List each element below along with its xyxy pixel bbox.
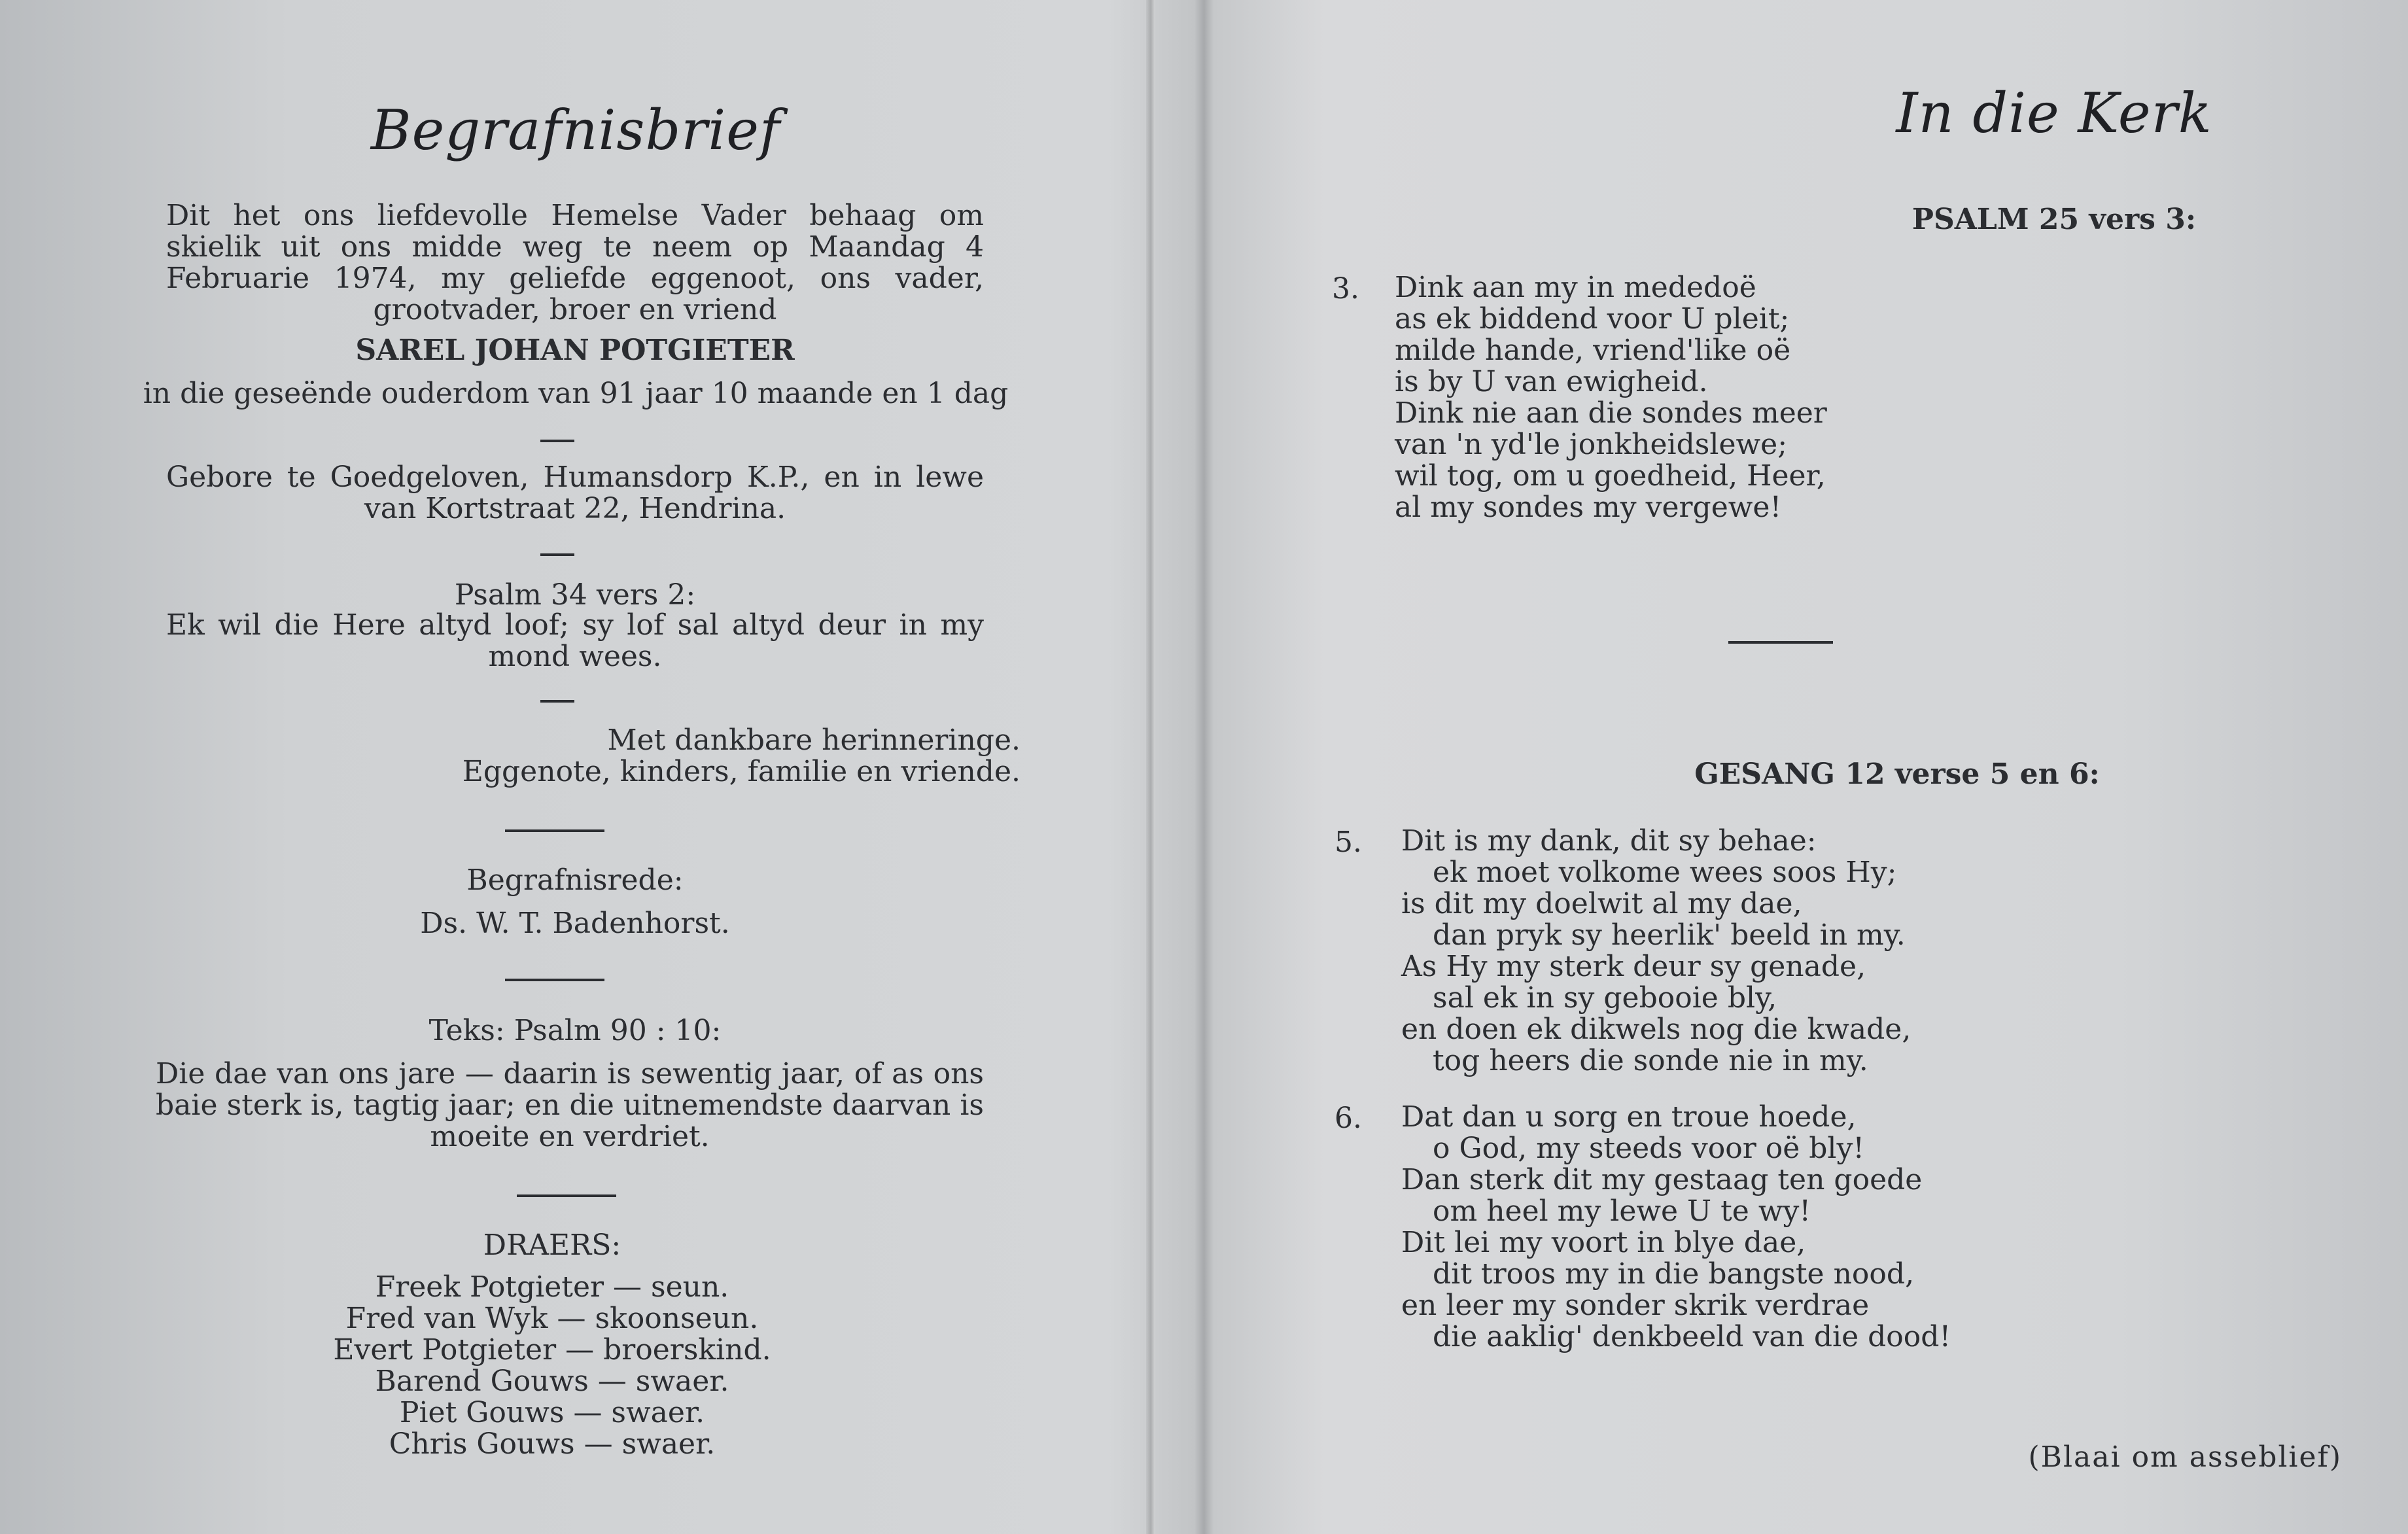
verse-line: Dat dan u sorg en troue hoede, xyxy=(1401,1100,1857,1134)
verse-line: sal ek in sy gebooie bly, xyxy=(1433,981,1777,1015)
verse-line: As Hy my sterk deur sy genade, xyxy=(1401,950,1866,983)
verse-line: tog heers die sonde nie in my. xyxy=(1433,1044,1868,1077)
hymn-12-title: GESANG 12 verse 5 en 6: xyxy=(1694,758,2100,791)
hymn-verse-5-number: 5. xyxy=(1335,826,1362,859)
speech-label: Begrafnisrede: xyxy=(466,863,684,897)
verse-line: o God, my steeds voor oë bly! xyxy=(1433,1132,1865,1165)
age-line: in die geseënde ouderdom van 91 jaar 10 maande en 1 dag xyxy=(143,377,1009,410)
divider-6 xyxy=(517,1194,616,1197)
left-page xyxy=(0,0,1151,1534)
verse-line: dit troos my in die bangste nood, xyxy=(1433,1257,1915,1291)
divider-right xyxy=(1728,641,1833,644)
bearers-list xyxy=(166,1272,938,1460)
hymn-verse-6-number: 6. xyxy=(1335,1102,1362,1135)
psalm-25-title: PSALM 25 vers 3: xyxy=(1911,203,2197,236)
verse-line: Dit lei my voort in blye dae, xyxy=(1401,1226,1806,1259)
verse-line: Dan sterk dit my gestaag ten goede xyxy=(1401,1163,1923,1196)
verse-line: milde hande, vriend'like oë xyxy=(1395,334,1791,367)
thanks-line-1: Met dankbare herinneringe. xyxy=(607,723,1021,757)
bearer-item: Piet Gouws — swaer. xyxy=(399,1396,705,1429)
speech-minister: Ds. W. T. Badenhorst. xyxy=(420,907,730,940)
turn-over-note: (Blaai om asseblief) xyxy=(2028,1440,2342,1474)
bearer-item: Freek Potgieter — seun. xyxy=(375,1270,729,1304)
bearers-title: DRAERS: xyxy=(483,1229,621,1262)
verse-line: Dink nie aan die sondes meer xyxy=(1395,396,1827,430)
left-title: Begrafnisbrief xyxy=(370,98,781,162)
deceased-name: SAREL JOHAN POTGIETER xyxy=(355,334,795,367)
psalm-25-verse xyxy=(1395,272,1827,523)
verse-line: al my sondes my vergewe! xyxy=(1395,491,1782,524)
bearer-item: Chris Gouws — swaer. xyxy=(389,1427,716,1461)
bearer-item: Evert Potgieter — broerskind. xyxy=(333,1333,771,1367)
divider-4 xyxy=(505,829,604,832)
bearer-item: Fred van Wyk — skoonseun. xyxy=(345,1302,759,1335)
verse-line: van 'n yd'le jonkheidslewe; xyxy=(1395,428,1788,461)
psalm-verse-number: 3. xyxy=(1332,272,1359,305)
psalm-text: Ek wil die Here altyd loof; sy lof sal altyd deur in my mond wees. xyxy=(166,608,984,673)
verse-line: om heel my lewe U te wy! xyxy=(1433,1194,1811,1228)
verse-line: en leer my sonder skrik verdrae xyxy=(1401,1289,1870,1322)
divider-3 xyxy=(540,700,574,703)
verse-line: Dit is my dank, dit sy behae: xyxy=(1401,824,1817,858)
verse-line: die aaklig' denkbeeld van die dood! xyxy=(1433,1320,1951,1353)
verse-line: wil tog, om u goedheid, Heer, xyxy=(1395,459,1826,493)
birth-residence: Gebore te Goedgeloven, Humansdorp K.P., en in lewe van Kortstraat 22, Hendrina. xyxy=(166,461,984,525)
sermon-text-body: Die dae van ons jare — daarin is sewentig jaar, of as ons baie sterk is, tagtig jaar; en die uitnemendste daarvan is moeite en verdriet. xyxy=(156,1057,984,1153)
thanks-line-2: Eggenote, kinders, familie en vriende. xyxy=(462,755,1021,788)
verse-line: dan pryk sy heerlik' beeld in my. xyxy=(1433,918,1906,952)
verse-line: ek moet volkome wees soos Hy; xyxy=(1433,856,1897,889)
divider-5 xyxy=(505,979,604,981)
hymn-verse-5 xyxy=(1401,826,1911,1077)
thanks-block xyxy=(458,725,1021,788)
sermon-text-reference: Teks: Psalm 90 : 10: xyxy=(428,1014,722,1047)
divider-1 xyxy=(540,440,574,442)
verse-line: en doen ek dikwels nog die kwade, xyxy=(1401,1013,1911,1046)
right-page xyxy=(1158,0,2408,1534)
hymn-verse-6 xyxy=(1401,1102,1951,1353)
verse-line: is by U van ewigheid. xyxy=(1395,365,1708,398)
right-title: In die Kerk xyxy=(1896,81,2212,145)
verse-line: Dink aan my in mededoë xyxy=(1395,271,1756,304)
psalm-reference: Psalm 34 vers 2: xyxy=(454,578,696,612)
intro-paragraph: Dit het ons liefdevolle Hemelse Vader behaag om skielik uit ons midde weg te neem op Maandag 4 Februarie 1974, my geliefde eggenoot, ons vader, grootvader, broer en vriend xyxy=(166,199,984,326)
verse-line: is dit my doelwit al my dae, xyxy=(1401,887,1802,920)
divider-2 xyxy=(540,553,574,556)
verse-line: as ek biddend voor U pleit; xyxy=(1395,302,1790,336)
bearer-item: Barend Gouws — swaer. xyxy=(375,1365,729,1398)
